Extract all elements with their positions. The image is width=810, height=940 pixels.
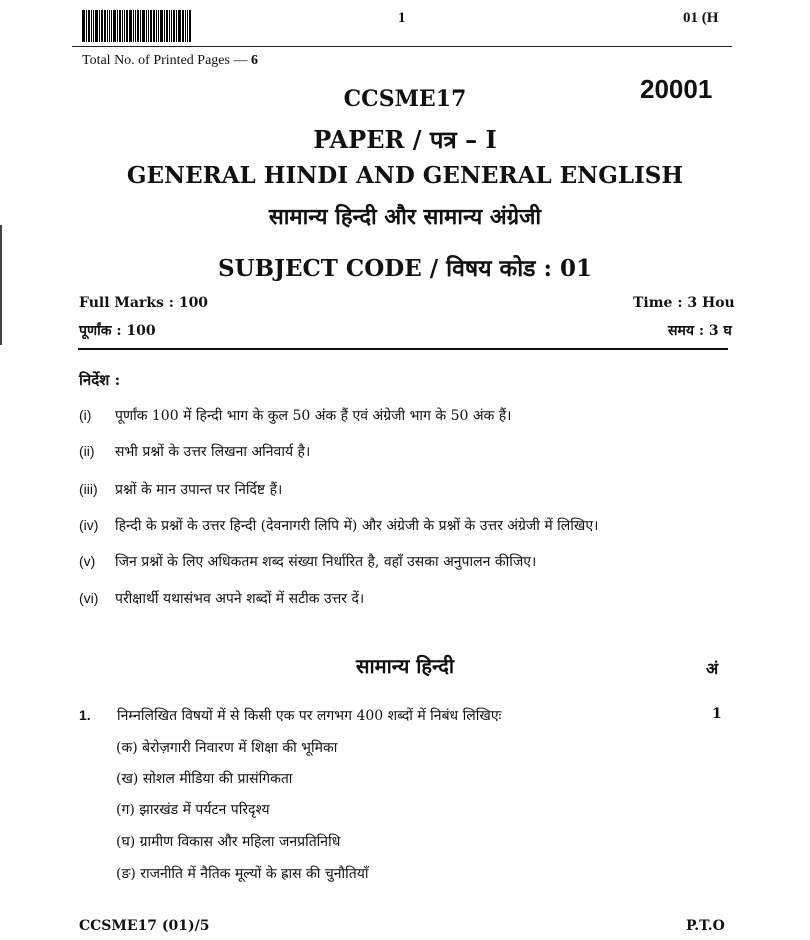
barcode-bar: [164, 10, 165, 42]
scan-edge-mark: [0, 225, 2, 345]
barcode-bar: [158, 10, 159, 42]
instruction-number: (v): [79, 553, 96, 569]
barcode-bar: [109, 10, 110, 42]
top-divider: [72, 46, 732, 47]
barcode-bar: [182, 10, 184, 42]
barcode-bar: [133, 10, 134, 42]
page-number: 1: [398, 10, 406, 26]
total-printed-pages: [82, 53, 258, 69]
subject-hindi: सामान्य हिन्दी और सामान्य अंग्रेजी: [268, 204, 542, 230]
barcode-bar: [122, 10, 123, 42]
footer-pto: P.T.O: [686, 918, 725, 934]
barcode-bar: [153, 10, 155, 42]
instruction-text: पूर्णांक 100 में हिन्दी भाग के कुल 50 अंक हैं एवं अंग्रेजी भाग के 50 अंक हैं।: [115, 408, 512, 424]
barcode-bar: [104, 10, 106, 42]
section-marks-header: अं: [706, 659, 719, 678]
barcode-bar: [189, 10, 191, 42]
instruction-text: परीक्षार्थी यथासंभव अपने शब्दों में सटीक उत्तर दें।: [115, 591, 365, 607]
subject-english: GENERAL HINDI AND GENERAL ENGLISH: [126, 162, 684, 189]
instruction-number: (iv): [79, 517, 99, 533]
question-1: [79, 706, 501, 725]
barcode-bar: [95, 10, 98, 42]
barcode-bar: [101, 10, 103, 42]
course-code: CCSME17: [343, 86, 467, 112]
barcode-bar: [166, 10, 168, 42]
barcode-bar: [119, 10, 121, 42]
barcode: [82, 10, 222, 42]
essay-option: (ङ) राजनीति में नैतिक मूल्यों के ह्रास की चुनौतियाँ: [116, 866, 369, 882]
barcode-bar: [91, 10, 92, 42]
instruction-item: [79, 480, 282, 499]
barcode-bar: [185, 10, 186, 42]
footer-code: CCSME17 (01)/5: [79, 918, 210, 934]
paper-title: PAPER / पत्र – I: [313, 125, 497, 154]
barcode-bar: [113, 10, 116, 42]
instruction-text: प्रश्नों के मान उपान्त पर निर्दिष्ट हैं।: [115, 482, 283, 498]
barcode-bar: [150, 10, 152, 42]
barcode-bar: [156, 10, 157, 42]
barcode-bar: [160, 10, 163, 42]
instructions-heading: निर्देश :: [79, 371, 121, 389]
barcode-bar: [86, 10, 87, 42]
total-pages-value: 6: [250, 53, 258, 68]
question-1-marks: 1: [712, 706, 722, 722]
question-text: निम्नलिखित विषयों में से किसी एक पर लगभग 400 शब्दों में निबंध लिखिएः: [117, 708, 502, 724]
instruction-number: (i): [79, 407, 92, 423]
instruction-number: (iii): [79, 481, 98, 497]
barcode-bar: [117, 10, 118, 42]
barcode-bar: [93, 10, 94, 42]
instruction-text: सभी प्रश्नों के उत्तर लिखना अनिवार्य है।: [115, 444, 311, 460]
instruction-item: [79, 406, 511, 425]
instruction-number: (vi): [79, 590, 99, 606]
essay-option: (ग) झारखंड में पर्यटन परिदृश्य: [116, 802, 270, 818]
barcode-bar: [126, 10, 128, 42]
instruction-item: [79, 516, 598, 535]
full-marks: Full Marks : 100: [79, 295, 209, 311]
instruction-text: जिन प्रश्नों के लिए अधिकतम शब्द संख्या निर्धारित है, वहाँ उसका अनुपालन कीजिए।: [115, 554, 537, 570]
instruction-text: हिन्दी के प्रश्नों के उत्तर हिन्दी (देवनागरी लिपि में) और अंग्रेजी के प्रश्नों के उत्तर अंग्रेजी में लिखिए।: [115, 518, 599, 534]
instruction-item: [79, 552, 536, 571]
barcode-bar: [178, 10, 181, 42]
purnank: पूर्णांक : 100: [79, 323, 156, 339]
barcode-bar: [82, 10, 85, 42]
barcode-bar: [173, 10, 175, 42]
instruction-item: [79, 589, 364, 608]
essay-option: (ख) सोशल मीडिया की प्रासंगिकता: [116, 771, 293, 787]
barcode-bar: [137, 10, 139, 42]
section-title: सामान्य हिन्दी: [355, 654, 455, 678]
barcode-bar: [129, 10, 132, 42]
subject-code: SUBJECT CODE / विषय कोड : 01: [217, 255, 592, 282]
instruction-item: [79, 442, 310, 461]
samay: समय : 3 घ: [668, 323, 732, 339]
essay-option: (घ) ग्रामीण विकास और महिला जनप्रतिनिधि: [116, 834, 341, 850]
barcode-bar: [169, 10, 170, 42]
series-code: 01 (H: [683, 10, 719, 26]
roll-code: 20001: [640, 74, 713, 104]
instruction-number: (ii): [79, 443, 95, 459]
header-rule: [78, 348, 728, 350]
barcode-bar: [124, 10, 125, 42]
question-number: 1.: [79, 707, 91, 723]
barcode-bar: [140, 10, 141, 42]
barcode-bar: [171, 10, 172, 42]
barcode-bar: [135, 10, 136, 42]
barcode-bar: [187, 10, 188, 42]
barcode-bar: [111, 10, 112, 42]
barcode-bar: [88, 10, 90, 42]
total-pages-label: Total No. of Printed Pages —: [82, 53, 251, 68]
barcode-bar: [146, 10, 147, 42]
barcode-bar: [142, 10, 145, 42]
essay-option: (क) बेरोज़गारी निवारण में शिक्षा की भूमिका: [116, 740, 338, 756]
barcode-bar: [176, 10, 177, 42]
barcode-bar: [148, 10, 149, 42]
time-allowed: Time : 3 Hou: [633, 295, 735, 311]
barcode-bar: [107, 10, 108, 42]
barcode-bar: [99, 10, 100, 42]
